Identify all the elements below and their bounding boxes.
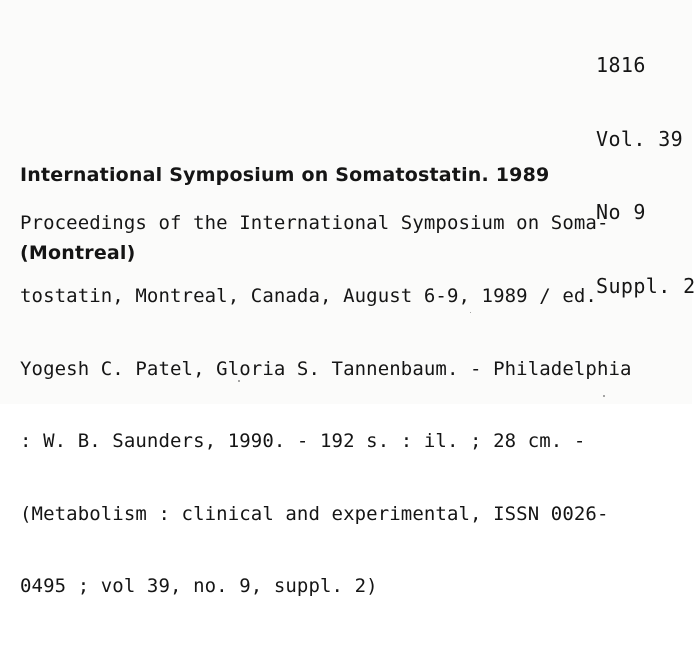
paper-speck xyxy=(603,395,605,397)
description-line: Proceedings of the International Symposium on Soma- xyxy=(20,212,609,235)
description-line: tostatin, Montreal, Canada, August 6-9, 1989 / ed. xyxy=(20,285,597,307)
paper-speck xyxy=(238,380,240,382)
heading-line: International Symposium on Somatostatin. 1989 xyxy=(20,164,550,186)
paper-speck xyxy=(470,312,471,313)
description-line: : W. B. Saunders, 1990. - 192 s. : il. ; 28 cm. - xyxy=(20,430,586,453)
bibliographic-description xyxy=(20,163,632,647)
call-number-line: Vol. 39 xyxy=(596,126,684,151)
call-number-line: Suppl. 2 xyxy=(596,273,696,298)
description-line: 0495 ; vol 39, no. 9, suppl. 2) xyxy=(20,575,378,598)
call-number-line: 1816 xyxy=(596,53,646,77)
description-line: Yogesh C. Patel, Gloria S. Tannenbaum. - Philadelphia xyxy=(20,357,632,380)
call-number-line: No 9 xyxy=(596,200,646,224)
heading-line: (Montreal) xyxy=(20,242,136,264)
description-line: (Metabolism : clinical and experimental, ISSN 0026- xyxy=(20,502,609,525)
